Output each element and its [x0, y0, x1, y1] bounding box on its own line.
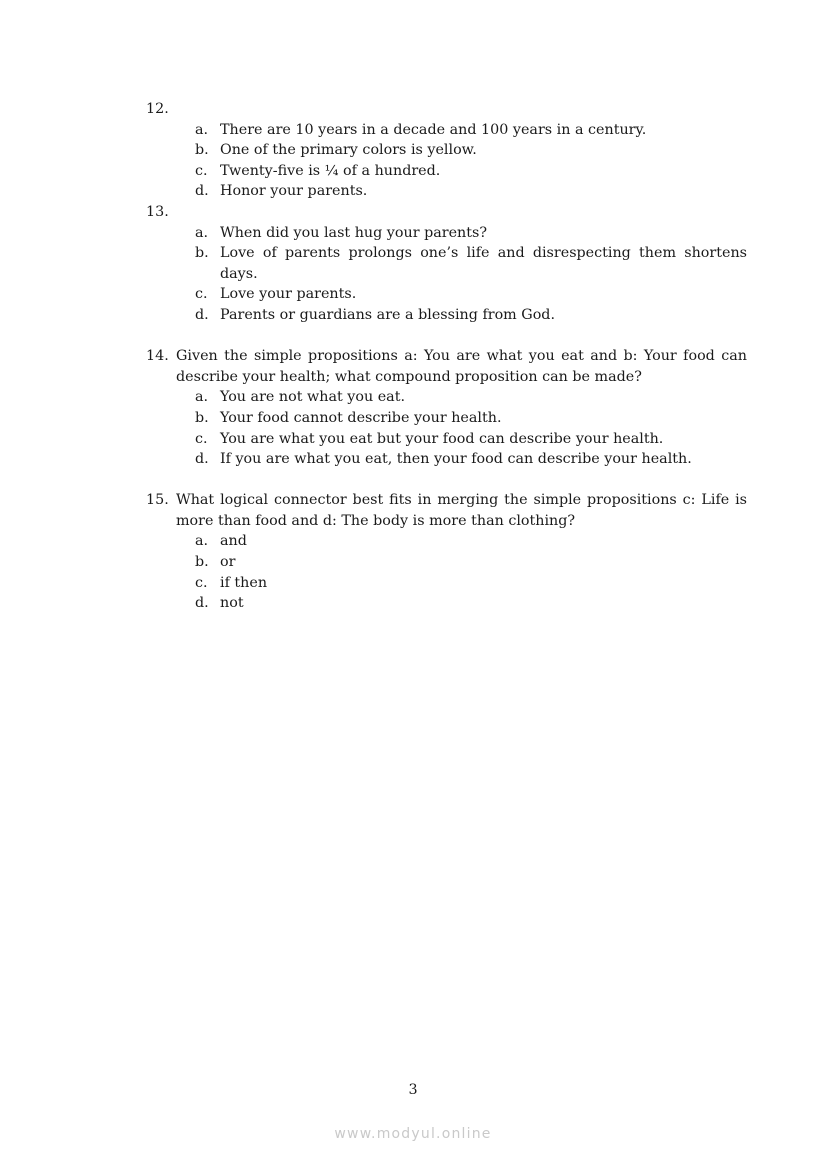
page-number: 3 — [408, 1082, 418, 1098]
option-text: not — [220, 595, 244, 612]
question-text: Given the simple propositions a: You are what you eat and b: Your food can describe your health; what compound proposition can be made? — [176, 348, 747, 385]
question-15 — [146, 490, 747, 614]
question-number: 13. — [146, 203, 169, 220]
question-number: 14. — [146, 348, 169, 365]
option-item — [195, 573, 747, 594]
watermark: www.modyul.online — [334, 1126, 492, 1142]
option-text: Love your parents. — [220, 286, 357, 303]
option-item — [195, 284, 747, 305]
option-text: Parents or guardians are a blessing from God. — [220, 306, 555, 323]
option-item — [195, 243, 747, 284]
option-text: You are not what you eat. — [220, 389, 405, 406]
option-list — [146, 387, 747, 469]
option-item — [195, 181, 747, 202]
question-text: What logical connector best fits in merging the simple propositions c: Life is more than food and d: The body is more than clothing? — [176, 492, 747, 529]
question-14 — [146, 346, 747, 470]
question-text — [176, 202, 747, 223]
option-label: a. — [195, 224, 209, 241]
option-item — [195, 408, 747, 429]
option-label: c. — [195, 162, 208, 179]
question-12 — [146, 99, 747, 202]
option-item — [195, 449, 747, 470]
option-item — [195, 140, 747, 161]
question-13 — [146, 202, 747, 326]
option-item — [195, 593, 747, 614]
option-label: a. — [195, 121, 209, 138]
option-text: Your food cannot describe your health. — [220, 409, 502, 426]
option-item — [195, 387, 747, 408]
option-label: a. — [195, 533, 209, 550]
option-text: Love of parents prolongs one’s life and disrespecting them shortens days. — [220, 245, 747, 282]
option-list — [146, 120, 747, 202]
option-label: b. — [195, 554, 209, 571]
option-list — [146, 531, 747, 613]
option-text: if then — [220, 574, 268, 591]
question-text — [176, 99, 747, 120]
option-item — [195, 531, 747, 552]
option-text: or — [220, 554, 236, 571]
option-label: a. — [195, 389, 209, 406]
option-text: If you are what you eat, then your food can describe your health. — [220, 451, 692, 468]
option-text: Twenty-five is ¼ of a hundred. — [220, 162, 441, 179]
option-text: and — [220, 533, 247, 550]
option-label: d. — [195, 595, 209, 612]
option-label: c. — [195, 286, 208, 303]
option-text: Honor your parents. — [220, 183, 368, 200]
option-label: c. — [195, 574, 208, 591]
option-item — [195, 305, 747, 326]
option-label: c. — [195, 430, 208, 447]
option-item — [195, 161, 747, 182]
option-label: d. — [195, 306, 209, 323]
question-list — [146, 99, 747, 614]
question-number: 12. — [146, 101, 169, 117]
option-text: You are what you eat but your food can describe your health. — [220, 430, 664, 447]
option-item — [195, 223, 747, 244]
question-number: 15. — [146, 492, 169, 509]
option-label: b. — [195, 142, 209, 159]
option-text: One of the primary colors is yellow. — [220, 142, 477, 159]
option-list — [146, 223, 747, 326]
option-item — [195, 429, 747, 450]
option-text: When did you last hug your parents? — [220, 224, 488, 241]
option-label: b. — [195, 245, 209, 262]
option-item — [195, 552, 747, 573]
option-label: b. — [195, 409, 209, 426]
option-text: There are 10 years in a decade and 100 years in a century. — [220, 121, 647, 138]
option-label: d. — [195, 451, 209, 468]
option-label: d. — [195, 183, 209, 200]
option-item — [195, 120, 747, 141]
